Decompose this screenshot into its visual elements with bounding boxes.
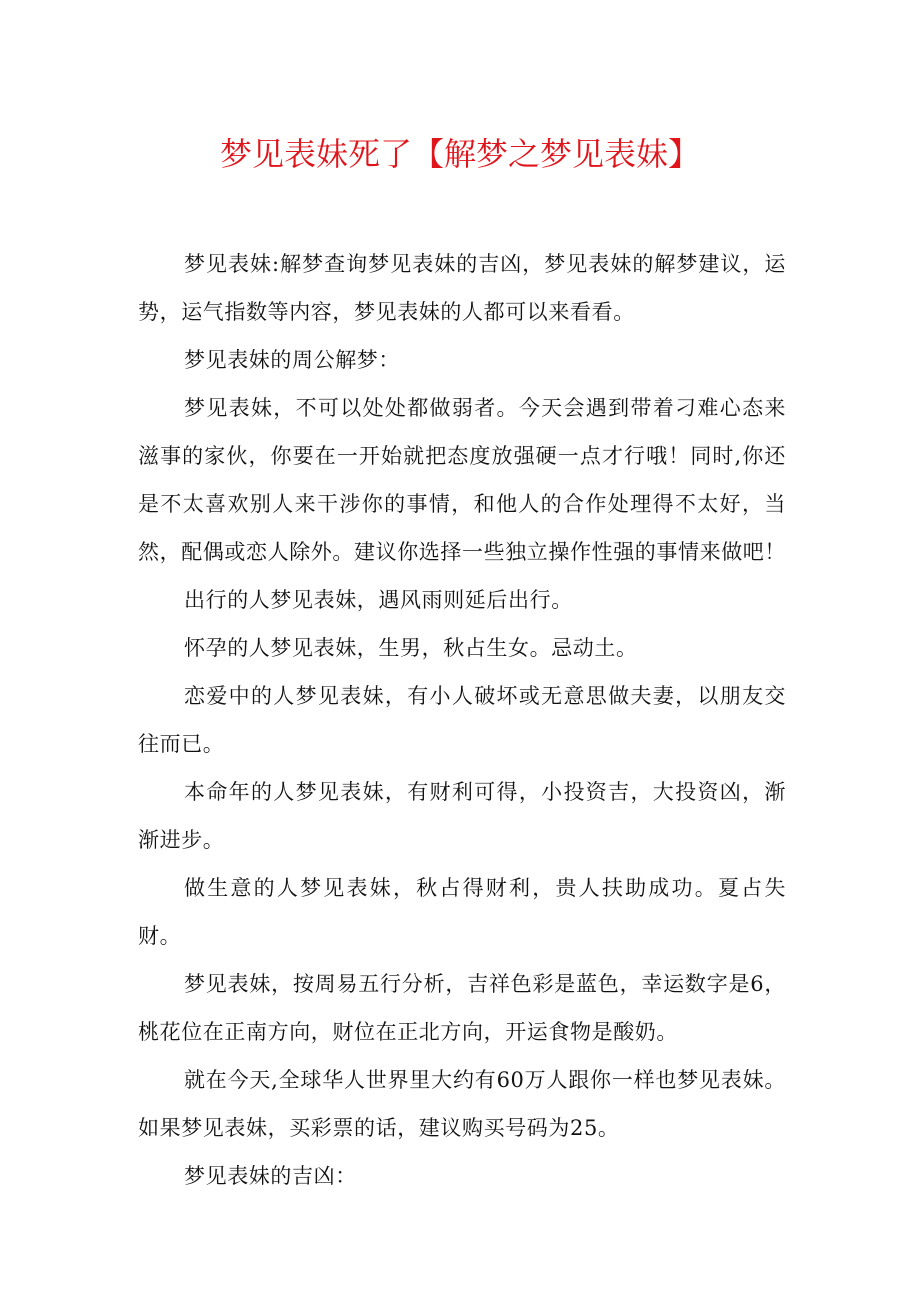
paragraph-interpretation: 梦见表妹，不可以处处都做弱者。今天会遇到带着刁难心态来滋事的家伙，你要在一开始就把态度放强硬一点才行哦！同时,你还是不太喜欢别人来干涉你的事情，和他人的合作处理得不太好，当然，配偶或恋人除外。建议你选择一些独立操作性强的事情来做吧！	[138, 396, 786, 564]
article-body	[138, 240, 786, 1200]
paragraph-business: 做生意的人梦见表妹，秋占得财利，贵人扶助成功。夏占失财。	[138, 876, 786, 948]
paragraph-birth-year: 本命年的人梦见表妹，有财利可得，小投资吉，大投资凶，渐渐进步。	[138, 780, 786, 852]
page-title: 梦见表妹死了【解梦之梦见表妹】	[219, 135, 700, 173]
paragraph-zhougong-heading: 梦见表妹的周公解梦：	[184, 348, 400, 372]
paragraph-fortune-heading: 梦见表妹的吉凶：	[184, 1164, 357, 1188]
paragraph-lottery: 就在今天,全球华人世界里大约有60万人跟你一样也梦见表妹。如果梦见表妹，买彩票的话，建议购买号码为25。	[138, 1068, 786, 1140]
paragraph-love: 恋爱中的人梦见表妹，有小人破坏或无意思做夫妻，以朋友交往而已。	[138, 684, 786, 756]
paragraph-travel: 出行的人梦见表妹，遇风雨则延后出行。	[184, 588, 573, 612]
paragraph-intro: 梦见表妹:解梦查询梦见表妹的吉凶，梦见表妹的解梦建议，运势，运气指数等内容，梦见表妹的人都可以来看看。	[138, 252, 786, 324]
paragraph-pregnant: 怀孕的人梦见表妹，生男，秋占生女。忌动土。	[184, 636, 638, 660]
paragraph-five-elements: 梦见表妹，按周易五行分析，吉祥色彩是蓝色，幸运数字是6，桃花位在正南方向，财位在正北方向，开运食物是酸奶。	[138, 972, 786, 1044]
